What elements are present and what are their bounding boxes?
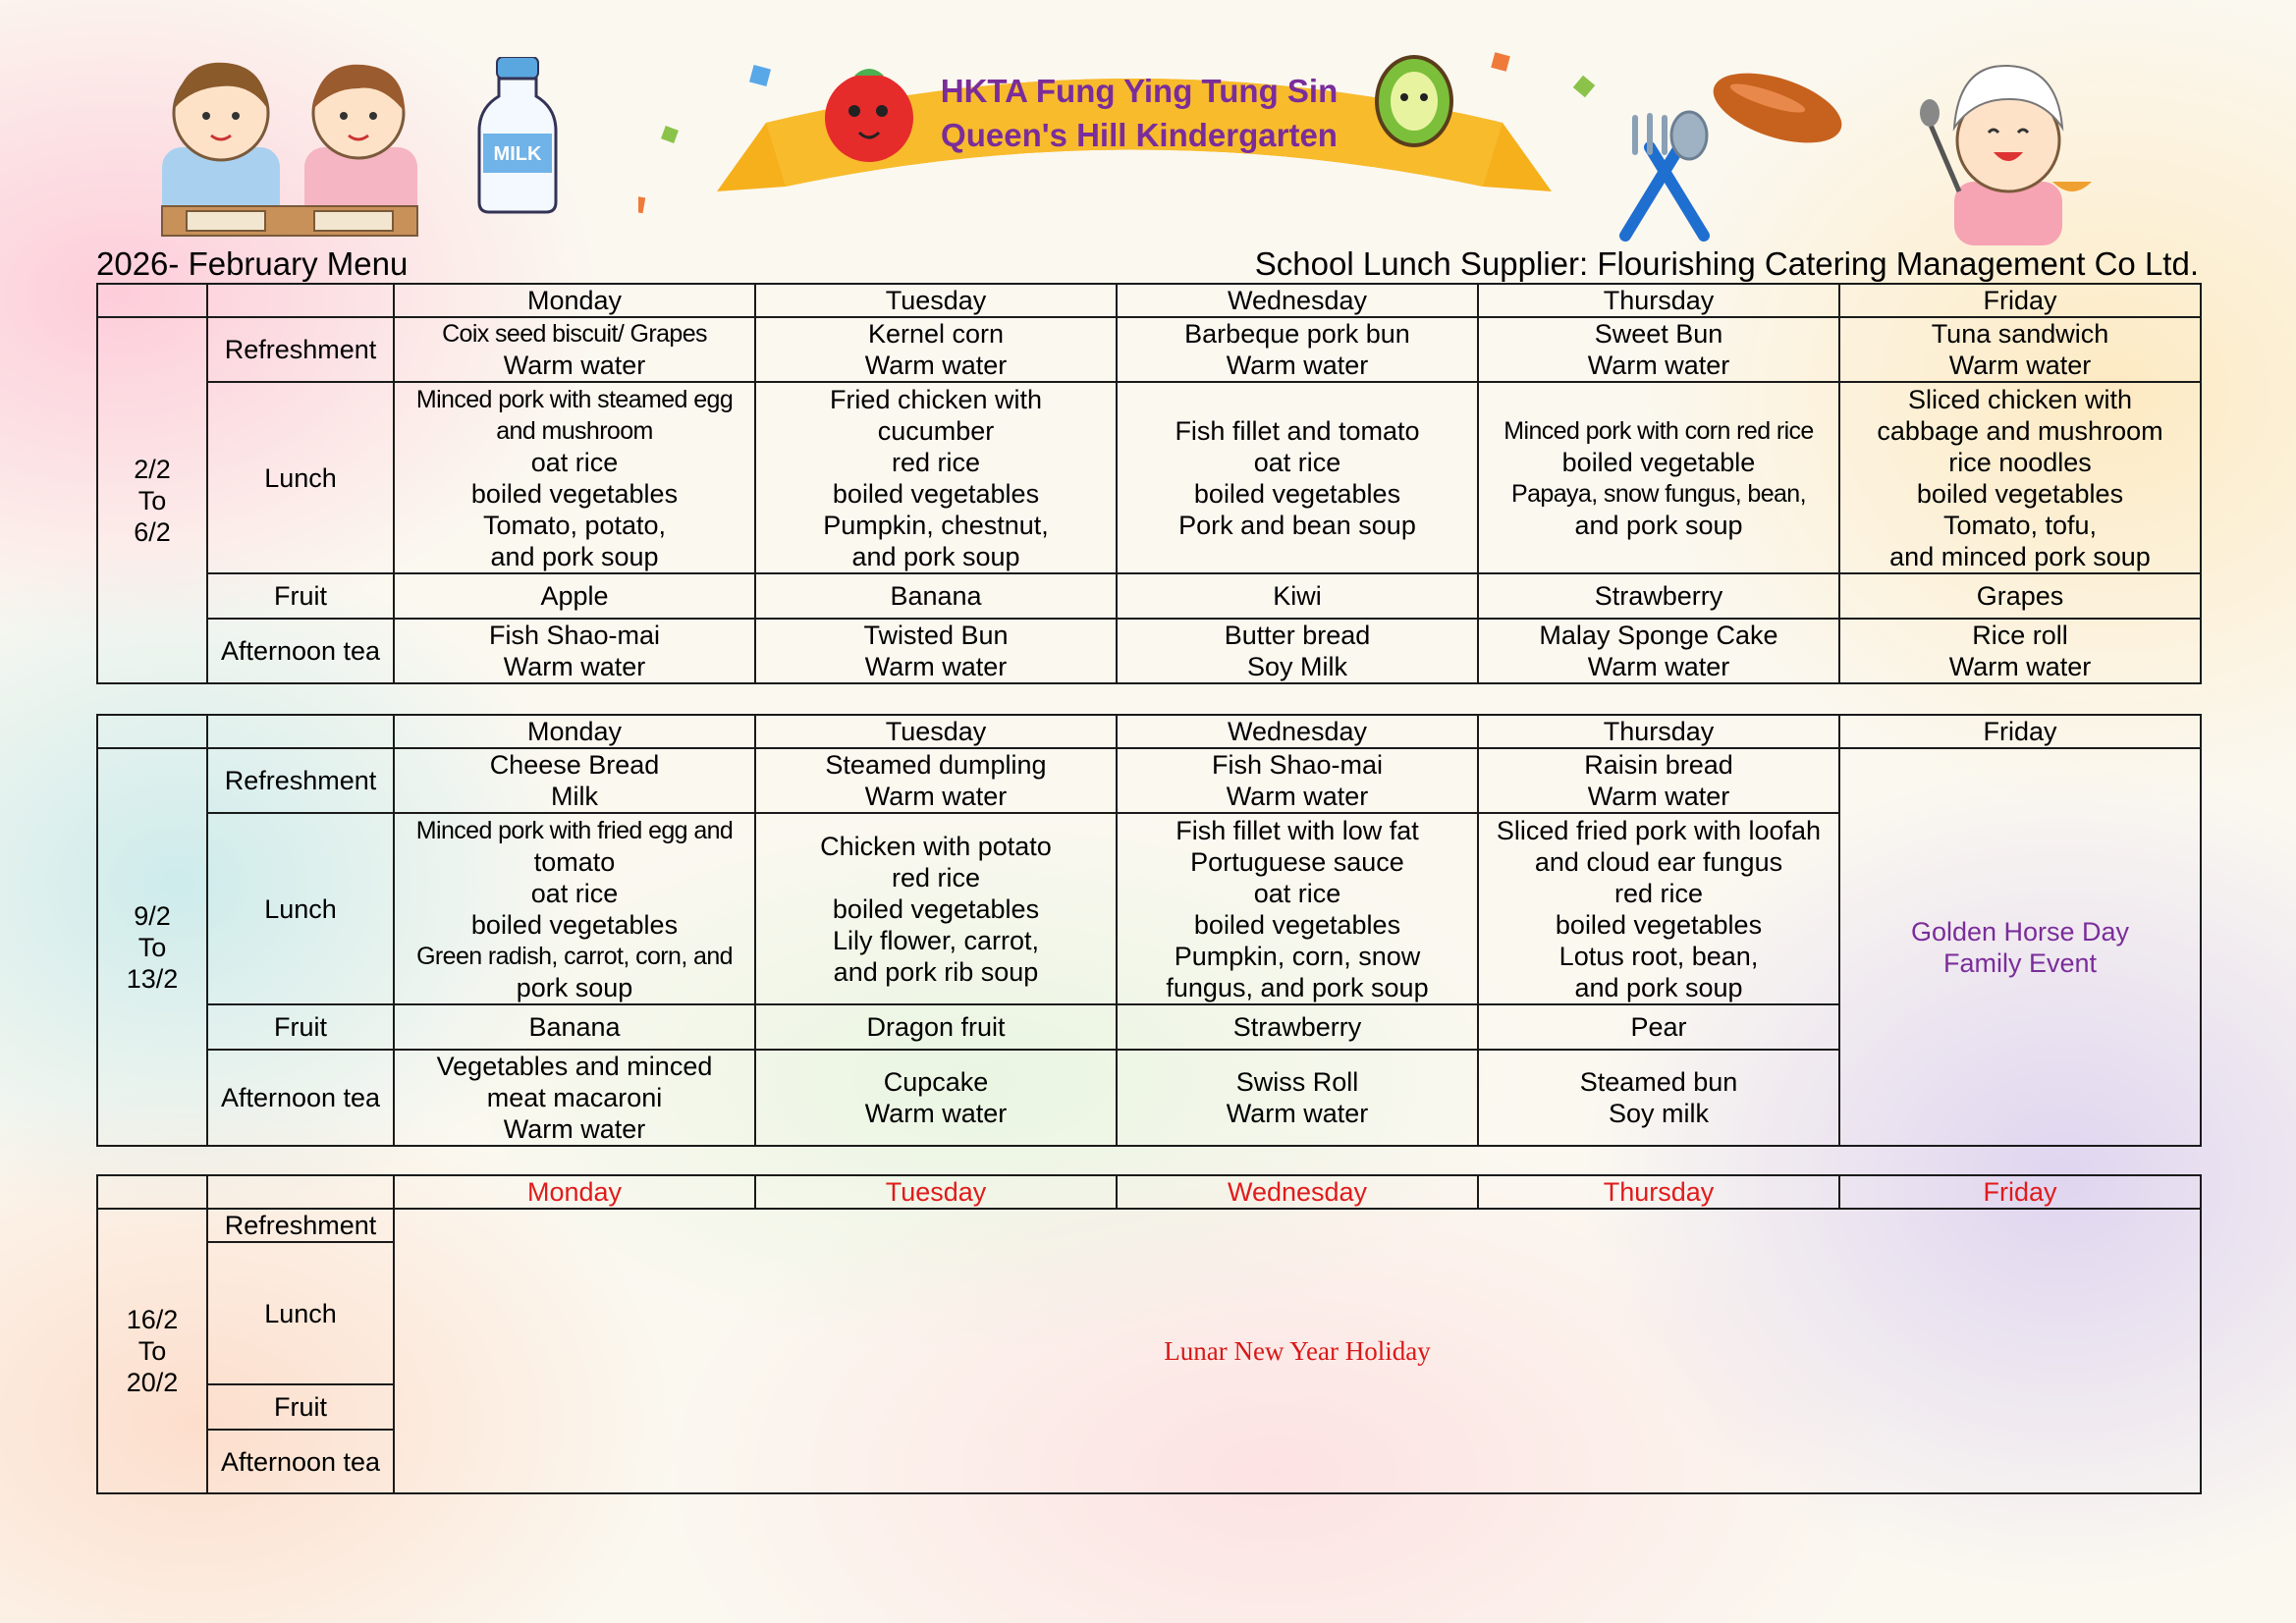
week1-tue-lunch: Fried chicken with cucumber red rice boiled vegetables Pumpkin, chestnut, and pork soup: [755, 382, 1117, 573]
day-header-thursday: Thursday: [1478, 715, 1839, 748]
week1-fri-refreshment: Tuna sandwich Warm water: [1839, 317, 2201, 382]
blank-cell: [97, 1175, 207, 1209]
week1-fri-fruit: Grapes: [1839, 573, 2201, 619]
day-header-monday: Monday: [394, 715, 755, 748]
day-header-monday: Monday: [394, 284, 755, 317]
meal-label-afternoon-tea: Afternoon tea: [207, 1050, 394, 1146]
day-header-wednesday: Wednesday: [1117, 1175, 1478, 1209]
week1-refreshment-row: [97, 317, 2201, 382]
week1-mon-afternoon-tea: Fish Shao-mai Warm water: [394, 619, 755, 683]
supplier-text: School Lunch Supplier: Flourishing Catering Management Co Ltd.: [1254, 245, 2199, 282]
meal-label-fruit: Fruit: [207, 573, 394, 619]
week3-header-row: [97, 1175, 2201, 1209]
meal-label-fruit: Fruit: [207, 1004, 394, 1050]
week1-thu-afternoon-tea: Malay Sponge Cake Warm water: [1478, 619, 1839, 683]
week1-fri-lunch: Sliced chicken with cabbage and mushroom rice noodles boiled vegetables Tomato, tofu, and minced pork soup: [1839, 382, 2201, 573]
hot-dog-bun-icon: [1709, 54, 1846, 162]
week3-table: [96, 1174, 2202, 1494]
week2-header-row: [97, 715, 2201, 748]
week3-refreshment-row: [97, 1209, 2201, 1242]
week2-tue-afternoon-tea: Cupcake Warm water: [755, 1050, 1117, 1146]
week1-header-row: [97, 284, 2201, 317]
school-name-line1: HKTA Fung Ying Tung Sin: [940, 73, 1339, 109]
chef-girl-illustration: [1915, 54, 2102, 245]
week1-mon-fruit: Apple: [394, 573, 755, 619]
week2-thu-refreshment: Raisin bread Warm water: [1478, 748, 1839, 813]
blank-cell: [97, 284, 207, 317]
week2-mon-refreshment: Cheese Bread Milk: [394, 748, 755, 813]
week2-table: [96, 714, 2202, 1147]
school-name-line2: Queen's Hill Kindergarten: [941, 117, 1338, 153]
week2-wed-afternoon-tea: Swiss Roll Warm water: [1117, 1050, 1478, 1146]
week3-holiday-notice: Lunar New Year Holiday: [394, 1209, 2201, 1493]
day-header-friday: Friday: [1839, 284, 2201, 317]
week1-thu-refreshment: Sweet Bun Warm water: [1478, 317, 1839, 382]
blank-cell: [97, 715, 207, 748]
week1-lunch-row: [97, 382, 2201, 573]
week1-mon-lunch: Minced pork with steamed egg and mushroom oat rice boiled vegetables Tomato, potato, and pork soup: [394, 382, 755, 573]
meal-label-afternoon-tea: Afternoon tea: [207, 619, 394, 683]
week2-wed-fruit: Strawberry: [1117, 1004, 1478, 1050]
week1-mon-refreshment: Coix seed biscuit/ Grapes Warm water: [394, 317, 755, 382]
week2-thu-lunch: Sliced fried pork with loofah and cloud ear fungus red rice boiled vegetables Lotus root, bean, and pork soup: [1478, 813, 1839, 1004]
week2-tue-fruit: Dragon fruit: [755, 1004, 1117, 1050]
meal-label-lunch: Lunch: [207, 1242, 394, 1384]
confetti-decoration: [638, 49, 1620, 245]
week1-wed-fruit: Kiwi: [1117, 573, 1478, 619]
week1-table: [96, 283, 2202, 684]
week2-tue-lunch: Chicken with potato red rice boiled vegetables Lily flower, carrot, and pork rib soup: [755, 813, 1117, 1004]
day-header-tuesday: Tuesday: [755, 284, 1117, 317]
week2-mon-lunch: Minced pork with fried egg and tomato oat rice boiled vegetables Green radish, carrot, corn, and pork soup: [394, 813, 755, 1004]
week1-tue-refreshment: Kernel corn Warm water: [755, 317, 1117, 382]
week1-wed-lunch: Fish fillet and tomato oat rice boiled vegetables Pork and bean soup: [1117, 382, 1478, 573]
week2-date-range: 9/2 To 13/2: [97, 748, 207, 1146]
week3-date-range: 16/2 To 20/2: [97, 1209, 207, 1493]
day-header-tuesday: Tuesday: [755, 715, 1117, 748]
day-header-monday: Monday: [394, 1175, 755, 1209]
week2-wed-lunch: Fish fillet with low fat Portuguese sauce oat rice boiled vegetables Pumpkin, corn, snow fungus, and pork soup: [1117, 813, 1478, 1004]
week1-wed-afternoon-tea: Butter bread Soy Milk: [1117, 619, 1478, 683]
fork-spoon-icon: [1606, 108, 1723, 245]
day-header-tuesday: Tuesday: [755, 1175, 1117, 1209]
week1-tue-fruit: Banana: [755, 573, 1117, 619]
milk-bottle-icon: [477, 57, 558, 214]
week1-thu-lunch: Minced pork with corn red rice boiled vegetable Papaya, snow fungus, bean, and pork soup: [1478, 382, 1839, 573]
children-eating-illustration: [157, 49, 422, 245]
day-header-wednesday: Wednesday: [1117, 715, 1478, 748]
meal-label-refreshment: Refreshment: [207, 1209, 394, 1242]
blank-cell: [207, 715, 394, 748]
week1-date-range: 2/2 To 6/2: [97, 317, 207, 683]
week2-thu-fruit: Pear: [1478, 1004, 1839, 1050]
week2-thu-afternoon-tea: Steamed bun Soy milk: [1478, 1050, 1839, 1146]
meal-label-fruit: Fruit: [207, 1384, 394, 1430]
day-header-thursday: Thursday: [1478, 284, 1839, 317]
meal-label-refreshment: Refreshment: [207, 748, 394, 813]
week1-fruit-row: [97, 573, 2201, 619]
day-header-friday: Friday: [1839, 715, 2201, 748]
blank-cell: [207, 1175, 394, 1209]
week1-afternoon-tea-row: [97, 619, 2201, 683]
day-header-thursday: Thursday: [1478, 1175, 1839, 1209]
meal-label-refreshment: Refreshment: [207, 317, 394, 382]
week2-mon-afternoon-tea: Vegetables and minced meat macaroni Warm water: [394, 1050, 755, 1146]
week1-tue-afternoon-tea: Twisted Bun Warm water: [755, 619, 1117, 683]
week2-refreshment-row: [97, 748, 2201, 813]
blank-cell: [207, 284, 394, 317]
week1-thu-fruit: Strawberry: [1478, 573, 1839, 619]
day-header-friday: Friday: [1839, 1175, 2201, 1209]
week1-wed-refreshment: Barbeque pork bun Warm water: [1117, 317, 1478, 382]
menu-title: 2026- February Menu: [96, 245, 409, 282]
week2-mon-fruit: Banana: [394, 1004, 755, 1050]
week1-fri-afternoon-tea: Rice roll Warm water: [1839, 619, 2201, 683]
day-header-wednesday: Wednesday: [1117, 284, 1478, 317]
week2-tue-refreshment: Steamed dumpling Warm water: [755, 748, 1117, 813]
milk-label: MILK: [493, 143, 542, 165]
meal-label-afternoon-tea: Afternoon tea: [207, 1430, 394, 1493]
week2-fri-event: Golden Horse Day Family Event: [1839, 748, 2201, 1146]
meal-label-lunch: Lunch: [207, 813, 394, 1004]
week2-wed-refreshment: Fish Shao-mai Warm water: [1117, 748, 1478, 813]
meal-label-lunch: Lunch: [207, 382, 394, 573]
